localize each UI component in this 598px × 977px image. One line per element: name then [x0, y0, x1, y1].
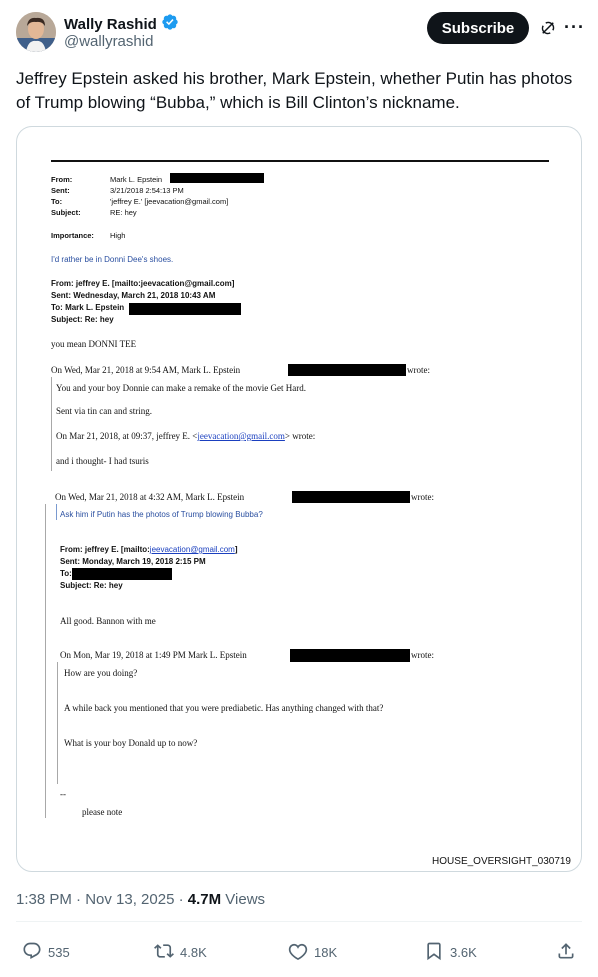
- quote-header-wrote: wrote:: [411, 492, 434, 502]
- quote-header-wrote: wrote:: [411, 650, 434, 660]
- repost-button[interactable]: [154, 941, 207, 964]
- importance-value: High: [110, 231, 126, 240]
- quote-bar: [57, 662, 58, 784]
- quoted-from: [60, 545, 238, 554]
- message-body: All good. Bannon with me: [60, 616, 156, 626]
- tweet-text: Jeffrey Epstein asked his brother, Mark Epstein, whether Putin has photos of Trump blowing “Bubba,” which is Bill Clinton’s nickname.: [16, 69, 573, 112]
- to-value: 'jeffrey E.' [jeevacation@gmail.com]: [110, 197, 229, 206]
- message-body: You and your boy Donnie can make a remake of the movie Get Hard.: [56, 383, 307, 393]
- quoted-from: From: jeffrey E. [mailto:jeevacation@gmail.com]: [51, 279, 235, 288]
- redaction-bar: [129, 303, 241, 315]
- bookmark-button[interactable]: [424, 941, 477, 964]
- signature-dash: --: [60, 789, 66, 799]
- quote-header: On Wed, Mar 21, 2018 at 9:54 AM, Mark L. Epstein: [51, 365, 241, 375]
- redaction-bar: [288, 364, 406, 376]
- redaction-bar: [292, 491, 410, 503]
- bookmark-icon: [424, 941, 444, 964]
- reply-button[interactable]: [22, 941, 70, 964]
- quoted-subject: Subject: Re: hey: [60, 581, 123, 590]
- sent-label: Sent:: [51, 186, 70, 195]
- quote-bar: [51, 377, 52, 471]
- reply-icon: [22, 941, 42, 964]
- bookmark-count: 3.6K: [450, 945, 477, 960]
- bates-number: HOUSE_OVERSIGHT_030719: [432, 856, 571, 867]
- message-body: How are you doing?: [64, 668, 138, 678]
- subscribe-button[interactable]: Subscribe: [427, 12, 529, 44]
- redaction-bar: [72, 568, 172, 580]
- views-count: 4.7M: [187, 891, 222, 908]
- quote-bar: [56, 504, 57, 520]
- sent-value: 3/21/2018 2:54:13 PM: [110, 186, 184, 195]
- verified-badge-icon: [161, 13, 179, 35]
- quote-bar: [45, 504, 46, 818]
- email-link[interactable]: jeevacation@gmail.com: [149, 545, 235, 554]
- message-body: What is your boy Donald up to now?: [64, 738, 198, 748]
- quoted-to: To:: [60, 569, 72, 578]
- author-name[interactable]: Wally Rashid: [64, 15, 157, 33]
- quote-header: On Mon, Mar 19, 2018 at 1:49 PM Mark L. Epstein: [60, 650, 247, 660]
- subject-label: Subject:: [51, 208, 81, 217]
- from-label: From:: [51, 175, 73, 184]
- quote-header-wrote: > wrote:: [284, 431, 316, 441]
- quote-header: On Wed, Mar 21, 2018 at 4:32 AM, Mark L. Epstein: [55, 492, 245, 502]
- tweet-timestamp[interactable]: 1:38 PM · Nov 13, 2025 ·: [16, 891, 184, 908]
- like-count: 18K: [314, 945, 338, 960]
- quoted-subject: Subject: Re: hey: [51, 315, 114, 324]
- heart-icon: [288, 941, 308, 964]
- from-value: Mark L. Epstein: [110, 175, 163, 184]
- email-document: [17, 127, 582, 872]
- reply-text: I'd rather be in Donni Dee's shoes.: [51, 255, 174, 264]
- tweet-meta: [16, 891, 265, 908]
- quoted-sent: Sent: Wednesday, March 21, 2018 10:43 AM: [51, 291, 216, 300]
- repost-icon: [154, 941, 174, 964]
- document-rule: [51, 160, 549, 162]
- redaction-bar: [290, 649, 410, 662]
- tweet-media-image[interactable]: [16, 126, 582, 872]
- views-label: Views: [225, 891, 266, 908]
- avatar[interactable]: [16, 12, 56, 52]
- grok-icon[interactable]: [539, 19, 557, 37]
- quoted-to: To: Mark L. Epstein: [51, 303, 125, 312]
- redaction-bar: [170, 173, 264, 183]
- message-body: Ask him if Putin has the photos of Trump blowing Bubba?: [60, 510, 263, 519]
- message-body: you mean DONNI TEE: [51, 339, 137, 349]
- divider: [16, 921, 582, 922]
- author-name-row[interactable]: [64, 13, 179, 35]
- quoted-sent: Sent: Monday, March 19, 2018 2:15 PM: [60, 557, 206, 566]
- quote-header-text: On Mar 21, 2018, at 09:37, jeffrey E. <: [56, 431, 198, 441]
- importance-label: Importance:: [51, 231, 94, 240]
- signature-note: please note: [82, 807, 123, 817]
- like-button[interactable]: [288, 941, 337, 964]
- share-icon[interactable]: [556, 941, 576, 961]
- message-body: Sent via tin can and string.: [56, 406, 152, 416]
- to-label: To:: [51, 197, 63, 206]
- message-body: and i thought- I had tsuris: [56, 456, 149, 466]
- quoted-from-end: ]: [234, 545, 238, 554]
- message-body: A while back you mentioned that you were prediabetic. Has anything changed with that?: [64, 703, 384, 713]
- quote-header-wrote: wrote:: [407, 365, 430, 375]
- quoted-from-text: From: jeffrey E. [mailto:: [60, 545, 150, 554]
- more-options-icon[interactable]: ···: [564, 17, 585, 37]
- subject-value: RE: hey: [110, 208, 137, 217]
- quote-header: [56, 431, 315, 441]
- repost-count: 4.8K: [180, 945, 207, 960]
- reply-count: 535: [48, 945, 70, 960]
- email-link[interactable]: jeevacation@gmail.com: [197, 431, 285, 441]
- author-handle[interactable]: @wallyrashid: [64, 33, 154, 50]
